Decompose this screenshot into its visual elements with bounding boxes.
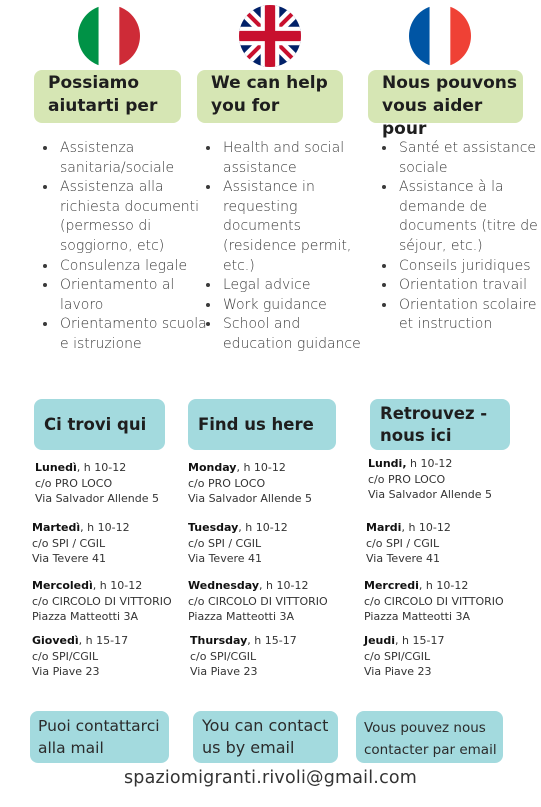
schedule-day: Jeudi <box>364 634 396 647</box>
contact-french: Vous pouvez nous contacter par email <box>356 711 503 763</box>
schedule-place: c/o PRO LOCO <box>188 476 266 490</box>
schedule-hours: , h 15-17 <box>78 634 129 647</box>
schedule-address: Via Piave 23 <box>32 665 100 678</box>
schedule-place: c/o SPI / CGIL <box>366 536 440 550</box>
schedule-place: c/o SPI/CGIL <box>32 649 99 663</box>
schedule-address: Via Piave 23 <box>364 665 432 678</box>
schedule-hours: , h 10-12 <box>418 579 469 592</box>
schedule-day: Mardi <box>366 521 402 534</box>
schedule-address: Via Tevere 41 <box>188 552 263 565</box>
list-item: • Work guidance <box>221 296 366 316</box>
schedule-hours: , h 10-12 <box>80 521 130 534</box>
list-item: • Santé et assistance sociale <box>397 139 541 178</box>
list-item: • Assistance à la demande de documents (titre de séjour, etc.) <box>397 178 541 256</box>
schedule-day: Mercredi <box>364 579 419 592</box>
schedule-address: Via Tevere 41 <box>32 552 107 565</box>
schedule-place: c/o CIRCOLO DI VITTORIO <box>188 594 328 608</box>
france-flag-icon <box>409 5 471 67</box>
schedule-day: Monday <box>188 461 237 474</box>
schedule-day: Giovedì <box>32 634 79 647</box>
schedule-day: Thursday <box>190 634 248 647</box>
list-item: • Orientamento scuola e istruzione <box>58 315 208 354</box>
schedule-hours: , h 15-17 <box>247 634 297 647</box>
list-item: • Assistenza sanitaria/sociale <box>58 139 208 178</box>
schedule-address: Via Piave 23 <box>190 665 258 678</box>
heading-french: Nous pouvons vous aider pour <box>368 70 523 123</box>
schedule-hours: , h 10-12 <box>238 521 288 534</box>
list-item: • Orientamento al lavoro <box>58 276 208 315</box>
list-item: • Assistenza alla richiesta documenti (permesso di soggiorno, etc) <box>58 178 208 256</box>
schedule-entry <box>188 520 288 567</box>
schedule-address: Via Salvador Allende 5 <box>368 488 492 501</box>
schedule-address: Piazza Matteotti 3A <box>364 610 471 623</box>
schedule-place: c/o SPI / CGIL <box>188 536 262 550</box>
contact-english: You can contact us by email <box>193 711 338 763</box>
services-list-french <box>375 139 541 335</box>
schedule-day: Martedì <box>32 521 81 534</box>
find-us-english: Find us here <box>188 399 336 450</box>
schedule-hours: , h 10-12 <box>92 579 143 592</box>
schedule-day: Wednesday <box>188 579 260 592</box>
schedule-place: c/o SPI/CGIL <box>190 649 257 663</box>
heading-english: We can help you for <box>197 70 343 123</box>
schedule-hours: , h 10-12 <box>236 461 286 474</box>
schedule-address: Via Salvador Allende 5 <box>188 492 312 505</box>
find-us-italian: Ci trovi qui <box>34 399 165 450</box>
schedule-day: Lundi, <box>368 457 407 470</box>
italy-flag-icon <box>78 5 140 67</box>
schedule-entry <box>364 633 444 680</box>
schedule-entry <box>32 578 172 625</box>
schedule-entry <box>368 456 492 503</box>
list-item: • Health and social assistance <box>221 139 366 178</box>
schedule-hours: h 10-12 <box>406 457 453 470</box>
schedule-hours: , h 10-12 <box>259 579 309 592</box>
schedule-hours: , h 15-17 <box>395 634 445 647</box>
services-list-english <box>199 139 366 355</box>
list-item: • Orientation travail <box>397 276 541 296</box>
schedule-address: Via Salvador Allende 5 <box>35 492 159 505</box>
schedule-hours: , h 10-12 <box>76 461 127 474</box>
contact-italian: Puoi contattarci alla mail <box>30 711 169 763</box>
list-item: • Orientation scolaire et instruction <box>397 296 541 335</box>
schedule-place: c/o SPI/CGIL <box>364 649 431 663</box>
schedule-place: c/o SPI / CGIL <box>32 536 106 550</box>
uk-flag-icon <box>239 5 301 67</box>
schedule-place: c/o CIRCOLO DI VITTORIO <box>32 594 172 608</box>
list-item: • Legal advice <box>221 276 366 296</box>
schedule-entry <box>188 460 312 507</box>
schedule-entry <box>35 460 159 507</box>
list-item: • School and education guidance <box>221 315 366 354</box>
schedule-day: Tuesday <box>188 521 239 534</box>
email-address[interactable]: spaziomigranti.rivoli@gmail.com <box>123 768 418 788</box>
schedule-address: Via Tevere 41 <box>366 552 441 565</box>
find-us-french: Retrouvez - nous ici <box>370 399 510 450</box>
schedule-place: c/o PRO LOCO <box>35 476 113 490</box>
schedule-entry <box>190 633 297 680</box>
schedule-entry <box>32 520 130 567</box>
schedule-address: Piazza Matteotti 3A <box>188 610 295 623</box>
schedule-entry <box>364 578 504 625</box>
schedule-entry <box>188 578 328 625</box>
heading-italian: Possiamo aiutarti per <box>34 70 181 123</box>
schedule-entry <box>366 520 451 567</box>
schedule-address: Piazza Matteotti 3A <box>32 610 139 623</box>
list-item: • Consulenza legale <box>58 257 208 277</box>
services-list-italian <box>36 139 208 355</box>
schedule-entry <box>32 633 128 680</box>
schedule-place: c/o CIRCOLO DI VITTORIO <box>364 594 504 608</box>
schedule-place: c/o PRO LOCO <box>368 472 446 486</box>
schedule-hours: , h 10-12 <box>401 521 451 534</box>
list-item: • Assistance in requesting documents (residence permit, etc.) <box>221 178 366 276</box>
schedule-day: Lunedì <box>35 461 77 474</box>
list-item: • Conseils juridiques <box>397 257 541 277</box>
schedule-day: Mercoledì <box>32 579 93 592</box>
